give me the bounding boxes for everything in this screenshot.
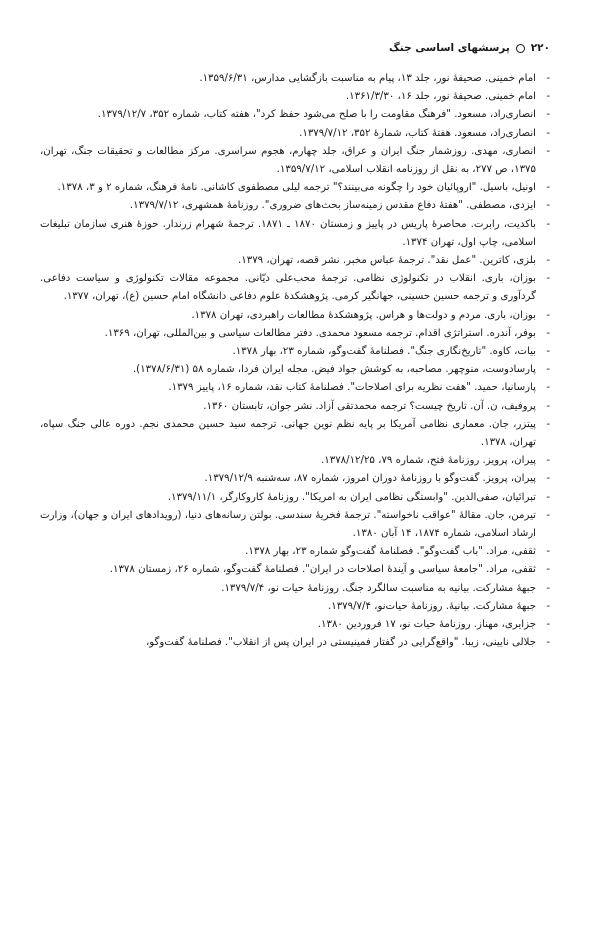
page-number: ۲۲۰ [530,42,550,54]
bibliography-entry: - بوفر، آندره. استراتژی اقدام. ترجمه مسعود محمدی. دفتر مطالعات سیاسی و بین‌المللی، تهران، ۱۳۶۹. [40,325,550,343]
bibliography-entry: - پیتزر، جان. معماری نظامی آمریکا بر پایه نظم نوین جهانی. ترجمه سید حسین محمدی نجم. دوره عالی جنگ سپاه، تهران، ۱۳۷۸. [40,416,550,452]
bibliography-entry: - جلالی نایینی، زیبا. "واقع‌گرایی در گفتار فمینیستی در ایران پس از انقلاب". فصلنامهٔ گفت‌وگو، [40,634,550,652]
bibliography-entry: - امام خمینی. صحیفهٔ نور، جلد ۱۳، پیام به مناسبت بازگشایی مدارس، ۱۳۵۹/۶/۳۱. [40,70,550,88]
bibliography-entry: - تبرائیان، صفی‌الدین. "وابستگی نظامی ایران به امریکا". روزنامهٔ کاروکارگر، ۱۳۷۹/۱۱/۱. [40,489,550,507]
page-header [40,40,550,56]
bibliography-entry: - بیات، کاوه. "تاریخ‌نگاری جنگ". فصلنامهٔ گفت‌وگو، شماره ۲۳، بهار ۱۳۷۸. [40,343,550,361]
bibliography-entry: - بوزان، باری. انقلاب در تکنولوژی نظامی. ترجمهٔ محب‌علی دیّانی. مجموعه مقالات تکنولوژی و سیاست دفاعی. گردآوری و ترجمه حسین حسینی، جهانگیر کرمی. پژوهشکدهٔ علوم دفاعی دانشگاه امام حسین (ع)، تهران، ۱۳۷۷. [40,270,550,306]
bibliography-entry: - پارسانیا، حمید. "هفت نظریه برای اصلاحات". فصلنامهٔ کتاب نقد، شماره ۱۶، پاییز ۱۳۷۹. [40,379,550,397]
bibliography-entry: - انصاری‌راد، مسعود. هفتهٔ کتاب، شمارهٔ ۳۵۲، ۱۳۷۹/۷/۱۲. [40,125,550,143]
bibliography-entry: - باکدیت، رابرت. محاصرهٔ پاریس در پاییز و زمستان ۱۸۷۰ ـ ۱۸۷۱. ترجمهٔ شهرام زرندار. حوزهٔ هنری سازمان تبلیغات اسلامی، چاپ اول، تهران ۱۳۷۴. [40,216,550,252]
bibliography-entry: - انصاری، مهدی. روزشمار جنگ ایران و عراق، جلد چهارم، هجوم سراسری. مرکز مطالعات و تحقیقات جنگ، تهران، ۱۳۷۵، ص ۲۷۷، به نقل از روزنامه انقلاب اسلامی، ۱۳۵۹/۷/۱۲. [40,143,550,179]
bibliography-entry: - جبههٔ مشارکت. بیانیه به مناسبت سالگرد جنگ. روزنامهٔ حیات نو، ۱۳۷۹/۷/۴. [40,580,550,598]
bibliography-entry: - جزایری، مهناز. روزنامهٔ حیات نو، ۱۷ فروردین ۱۳۸۰. [40,616,550,634]
bibliography-entry: - جبههٔ مشارکت. بیانیهٔ. روزنامهٔ حیات‌نو، ۱۳۷۹/۷/۴. [40,598,550,616]
bibliography-entry: - پیران، پرویز. روزنامهٔ فتح، شماره ۷۹، ۱۳۷۸/۱۲/۲۵. [40,452,550,470]
bibliography-entry: - ثقفی، مراد. "باب گفت‌وگو". فصلنامهٔ گفت‌وگو شماره ۲۳، بهار ۱۳۷۸. [40,543,550,561]
bibliography-entry: - بلزی، کاترین. "عمل نقد". ترجمهٔ عباس مخبر. نشر قصه، تهران، ۱۳۷۹. [40,252,550,270]
bibliography-entry: - اونیل، باسیل. "اروپائیان خود را چگونه می‌بینند؟" ترجمه لیلی مصطفوی کاشانی. نامهٔ فرهنگ، شماره ۲ و ۳، ۱۳۷۸. [40,179,550,197]
bibliography-entry: - انصاری‌راد، مسعود. "فرهنگ مقاومت را با صلح می‌شود حفظ کرد"، هفته کتاب، شماره ۳۵۲، ۱۳۷۹/۱۲/۷. [40,106,550,124]
bibliography-entry: - پیران، پرویز. گفت‌وگو با روزنامهٔ دوران امروز، شماره ۸۷، سه‌شنبه ۱۳۷۹/۱۲/۹. [40,470,550,488]
bibliography-list [40,70,550,653]
bibliography-entry: - پروفیف، ن. آن. تاریخ چیست؟ ترجمه محمدتقی آزاد. نشر جوان، تابستان ۱۳۶۰. [40,398,550,416]
bibliography-entry: - پارسادوست، منوچهر. مصاحبه، به کوشش جواد فیض. مجله ایران فردا، شماره ۵۸ (۱۳۷۸/۶/۳۱). [40,361,550,379]
bibliography-entry: - بوزان، باری. مردم و دولت‌ها و هراس. پژوهشکدهٔ مطالعات راهبردی، تهران ۱۳۷۸. [40,307,550,325]
bibliography-entry: - ثقفی، مراد. "جامعهٔ سیاسی و آیندهٔ اصلاحات در ایران". فصلنامهٔ گفت‌وگو، شماره ۲۶، زمستان ۱۳۷۸. [40,561,550,579]
bibliography-entry: - تیرمن، جان. مقالهٔ "عواقب ناخواسته". ترجمهٔ فخریهٔ سندسی. بولتن رسانه‌های دنیا، (رویدادهای ایران و جهان)، وزارت ارشاد اسلامی، شماره ۱۸۷۴، ۱۴ آبان ۱۳۸۰. [40,507,550,543]
bibliography-entry: - ایزدی، مصطفی. "هفتهٔ دفاع مقدس زمینه‌ساز بحث‌های ضروری". روزنامهٔ همشهری، ۱۳۷۹/۷/۱۲. [40,197,550,215]
running-title: پرسشهای اساسی جنگ [389,42,510,54]
bibliography-entry: - امام خمینی. صحیفهٔ نور، جلد ۱۶، ۱۳۶۱/۳/۳۰. [40,88,550,106]
circle-icon [516,44,525,53]
